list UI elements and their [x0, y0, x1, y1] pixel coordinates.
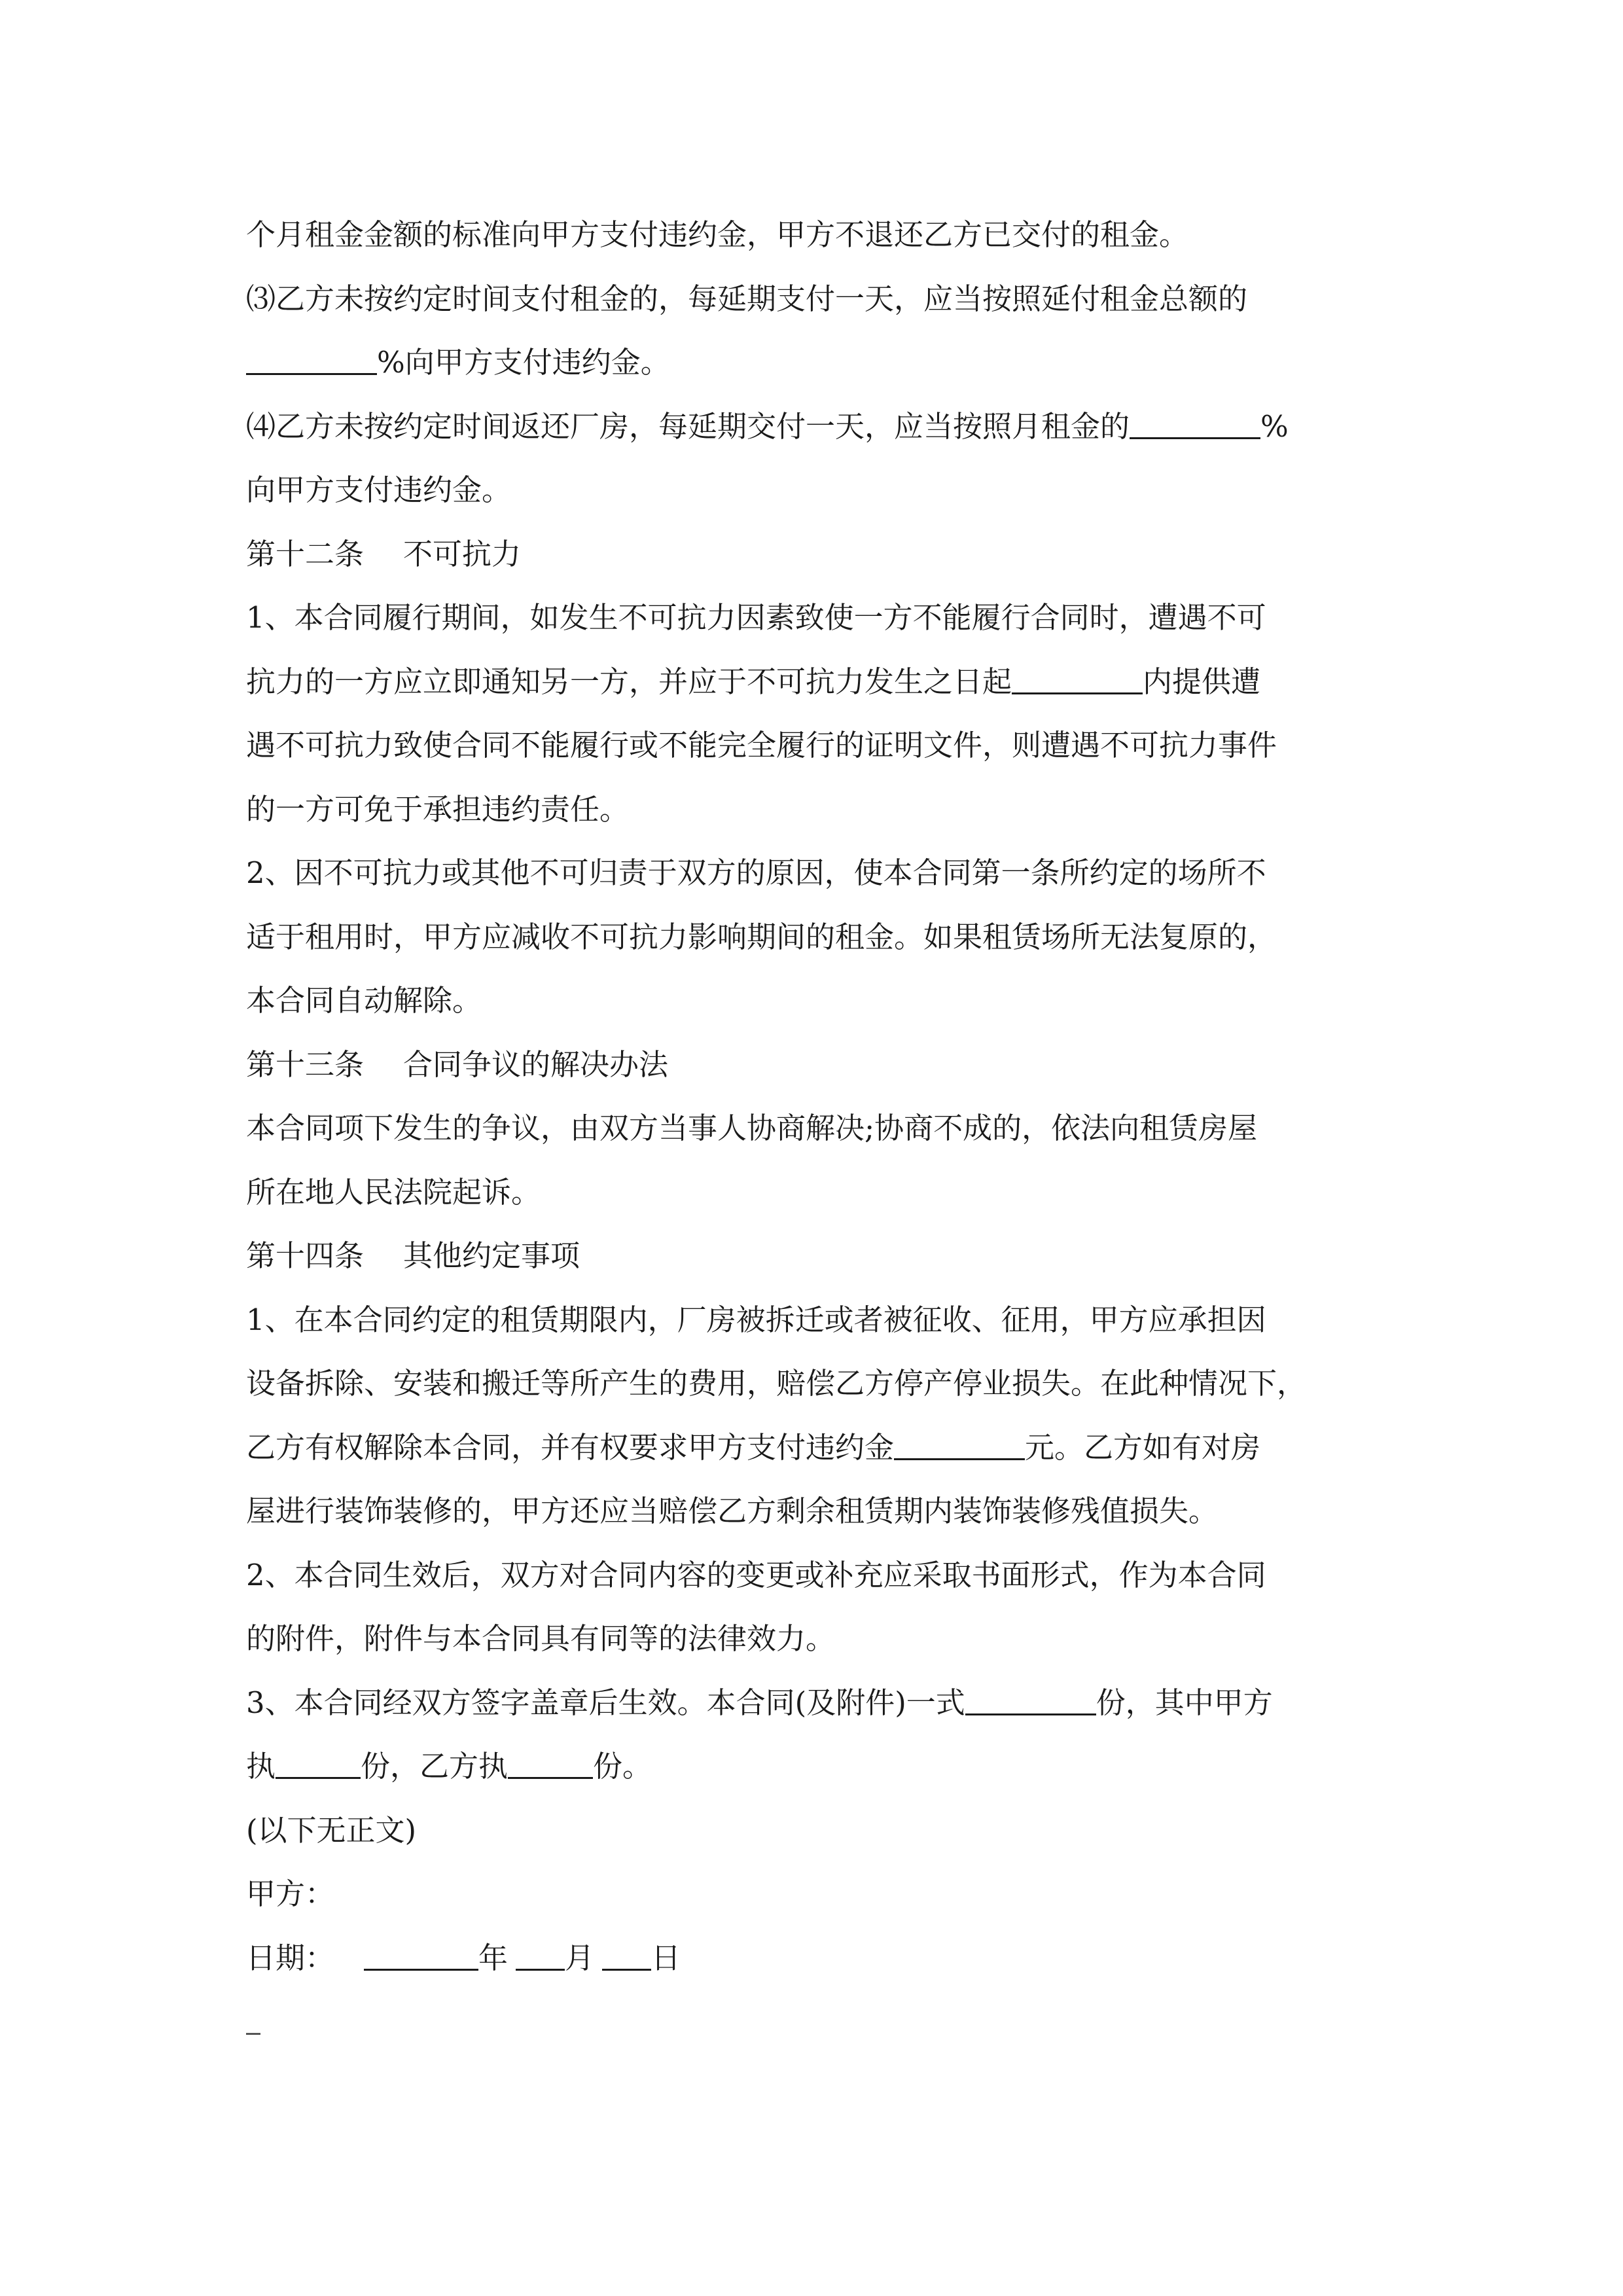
- fill-in-blank[interactable]: [1130, 404, 1260, 439]
- text-span: 设备拆除、安装和搬迁等所产生的费用，赔偿乙方停产停业损失。在此种情况下，: [246, 1366, 1307, 1401]
- text-span: 个月租金金额的标准向甲方支付违约金，甲方不退还乙方已交付的租金。: [246, 217, 1189, 252]
- signature-party-a: [246, 1862, 1398, 1926]
- fill-in-blank[interactable]: [965, 1681, 1096, 1715]
- clause-text-line: [246, 458, 1398, 522]
- clause-text-line: [246, 1734, 1398, 1799]
- fill-in-blank[interactable]: [508, 1744, 593, 1779]
- text-span: %向甲方支付违约金。: [377, 345, 670, 380]
- clause-text-line: [246, 586, 1398, 650]
- end-of-text-note: [246, 1799, 1398, 1863]
- article-heading: [246, 522, 1398, 586]
- text-span: %: [1260, 408, 1289, 444]
- date-year-label: 年: [478, 1940, 508, 1975]
- date-label: 日期：: [246, 1940, 335, 1975]
- text-span: 元。乙方如有对房: [1025, 1429, 1261, 1465]
- clause-text-line: [246, 203, 1398, 267]
- text-span: 1、在本合同约定的租赁期限内，厂房被拆迁或者被征收、征用，甲方应承担因: [246, 1302, 1266, 1337]
- text-span: 向甲方支付违约金。: [246, 473, 512, 507]
- clause-text-line: [246, 650, 1398, 714]
- clause-text-line: [246, 713, 1398, 778]
- footer-dash-mark: [246, 2033, 260, 2035]
- text-span: 乙方有权解除本合同，并有权要求甲方支付违约金: [246, 1429, 895, 1465]
- clause-text-line: [246, 331, 1398, 395]
- article-heading: [246, 1224, 1398, 1288]
- clause-text-line: [246, 969, 1398, 1033]
- text-span: 的附件，附件与本合同具有同等的法律效力。: [246, 1621, 836, 1656]
- signature-date: [246, 1926, 1398, 1990]
- contract-text: [246, 203, 1398, 1990]
- text-span: ⑶乙方未按约定时间支付租金的，每延期支付一天，应当按照延付租金总额的: [246, 281, 1248, 316]
- text-span: 2、本合同生效后，双方对合同内容的变更或补充应采取书面形式，作为本合同: [246, 1557, 1266, 1592]
- text-span: 抗力的一方应立即通知另一方，并应于不可抗力发生之日起: [246, 664, 1012, 699]
- text-span: 2、因不可抗力或其他不可归责于双方的原因，使本合同第一条所约定的场所不: [246, 855, 1266, 890]
- text-span: 份，乙方执: [361, 1749, 508, 1784]
- article-number: 第十二条: [246, 536, 365, 571]
- article-heading: [246, 1033, 1398, 1097]
- clause-text-line: [246, 905, 1398, 969]
- article-number: 第十四条: [246, 1238, 365, 1273]
- text-span: 执: [246, 1749, 276, 1784]
- text-span: 本合同项下发生的争议，由双方当事人协商解决;协商不成的，依法向租赁房屋: [246, 1111, 1258, 1145]
- clause-text-line: [246, 1160, 1398, 1225]
- article-title: 其他约定事项: [403, 1238, 580, 1273]
- text-span: ⑷乙方未按约定时间返还厂房，每延期交付一天，应当按照月租金的: [246, 408, 1130, 444]
- clause-text-line: [246, 1671, 1398, 1735]
- text-span: 遇不可抗力致使合同不能履行或不能完全履行的证明文件，则遭遇不可抗力事件: [246, 728, 1277, 762]
- clause-text-line: [246, 1096, 1398, 1160]
- article-title: 合同争议的解决办法: [403, 1047, 669, 1082]
- text-span: 内提供遭: [1143, 664, 1261, 699]
- text-span: 本合同自动解除。: [246, 983, 482, 1018]
- text-span: (以下无正文): [246, 1812, 417, 1848]
- text-span: 份。: [593, 1749, 652, 1784]
- clause-text-line: [246, 841, 1398, 905]
- clause-text-line: [246, 1416, 1398, 1480]
- article-number: 第十三条: [246, 1047, 365, 1082]
- fill-in-blank[interactable]: [894, 1426, 1025, 1460]
- clause-text-line: [246, 1352, 1398, 1416]
- fill-in-blank[interactable]: [246, 340, 377, 375]
- clause-text-line: [246, 778, 1398, 842]
- date-day-label: 日: [651, 1940, 681, 1975]
- text-span: 3、本合同经双方签字盖章后生效。本合同(及附件)一式: [246, 1685, 965, 1720]
- clause-text-line: [246, 1479, 1398, 1543]
- text-span: 屋进行装饰装修的，甲方还应当赔偿乙方剩余租赁期内装饰装修残值损失。: [246, 1494, 1219, 1528]
- article-title: 不可抗力: [403, 536, 522, 571]
- text-span: 适于租用时，甲方应减收不可抗力影响期间的租金。如果租赁场所无法复原的，: [246, 919, 1277, 954]
- clause-text-line: [246, 1288, 1398, 1352]
- date-month-label: 月: [565, 1940, 595, 1975]
- text-span: 1、本合同履行期间，如发生不可抗力因素致使一方不能履行合同时，遭遇不可: [246, 600, 1266, 635]
- clause-text-line: [246, 1607, 1398, 1671]
- date-year-blank[interactable]: [364, 1936, 478, 1971]
- text-span: 的一方可免于承担违约责任。: [246, 791, 630, 827]
- date-month-blank[interactable]: [516, 1936, 565, 1971]
- fill-in-blank[interactable]: [276, 1744, 361, 1779]
- text-span: 所在地人民法院起诉。: [246, 1174, 541, 1210]
- date-day-blank[interactable]: [602, 1936, 651, 1971]
- clause-text-line: [246, 395, 1398, 459]
- clause-text-line: [246, 267, 1398, 331]
- clause-text-line: [246, 1543, 1398, 1607]
- text-span: 份，其中甲方: [1096, 1685, 1273, 1720]
- fill-in-blank[interactable]: [1012, 660, 1143, 694]
- party-a-label: 甲方：: [246, 1876, 335, 1911]
